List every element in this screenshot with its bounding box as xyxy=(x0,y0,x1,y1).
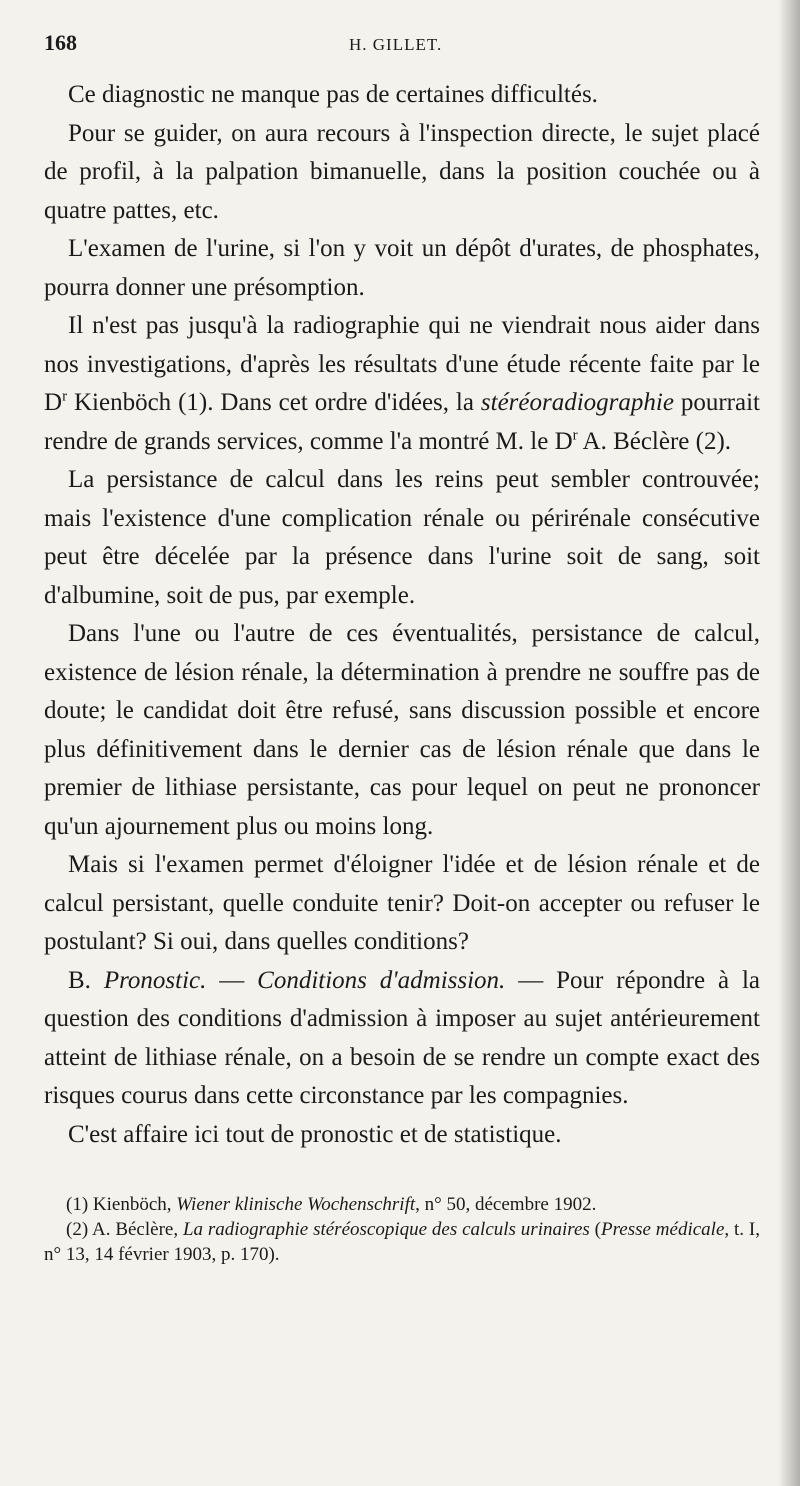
emphasis: Conditions d'admission. xyxy=(257,966,506,994)
emphasis: Wiener klinische Wochenschrift xyxy=(176,1194,416,1215)
text-run: ( xyxy=(589,1219,601,1240)
text-run: (2) A. Béclère, xyxy=(66,1219,183,1240)
page-number: 168 xyxy=(44,30,77,55)
paragraph: Mais si l'examen permet d'éloigner l'idée et de lésion rénale et de calcul persistant, quelle conduite tenir? Doit-on accepter ou refuser le postulant? Si oui, dans quelles conditions? xyxy=(44,851,760,955)
footnotes xyxy=(44,1192,760,1267)
text-run: Il n'est pas jusqu'à la radiographie qui ne viendrait nous aider dans nos investigations, d'après les résultats d'une étude récente faite par le D xyxy=(44,312,760,416)
paragraph xyxy=(44,307,760,461)
paragraph xyxy=(44,962,760,1116)
running-head: H. GILLET. xyxy=(349,35,443,54)
footnote xyxy=(44,1217,760,1267)
paragraph: L'examen de l'urine, si l'on y voit un dépôt d'urates, de phosphates, pourra donner une présomption. xyxy=(44,235,760,301)
emphasis: Pronostic. xyxy=(103,966,207,994)
text-run: A. Béclère (2). xyxy=(577,427,732,455)
paragraph: La persistance de calcul dans les reins peut sembler controuvée; mais l'existence d'une complication rénale ou périrénale consécutive peut être décelée par la présence dans l'urine soit de sang, soit d'albumine, soit de pus, par exemple. xyxy=(44,466,760,609)
superscript: r xyxy=(572,427,578,444)
text-run: B. xyxy=(68,966,104,994)
page-header xyxy=(44,30,760,76)
emphasis: Presse médicale xyxy=(600,1219,725,1240)
text-run: , t. I, n° 13, 14 février 1903, p. 170). xyxy=(44,1219,760,1265)
emphasis: La radiographie stéréoscopique des calculs urinaires xyxy=(182,1219,590,1240)
paragraph: Ce diagnostic ne manque pas de certaines difficultés. xyxy=(68,81,598,108)
emphasis: stéréoradiographie xyxy=(480,389,674,416)
text-run: Kienböch (1). Dans cet ordre d'idées, la xyxy=(67,389,481,416)
paragraph: Dans l'une ou l'autre de ces éventualités, persistance de calcul, existence de lésion rénale, la détermination à prendre ne souffre pas de doute; le candidat doit être refusé, sans discussion possible et encore plus définitivement dans le dernier cas de lésion rénale que dans le premier de lithiase persistante, cas pour lequel on peut ne prononcer qu'un ajournement plus ou moins long. xyxy=(44,620,760,840)
paragraph: C'est affaire ici tout de pronostic et de statistique. xyxy=(68,1120,562,1148)
paragraph: Pour se guider, on aura recours à l'inspection directe, le sujet placé de profil, à la palpation bimanuelle, dans la position couchée ou à quatre pattes, etc. xyxy=(44,119,760,224)
body-text xyxy=(44,76,760,1154)
text-run: (1) Kienböch, xyxy=(66,1194,177,1215)
footnote xyxy=(44,1192,760,1217)
text-run: , n° 50, décembre 1902. xyxy=(415,1194,597,1215)
text-run: pourrait rendre de grands services, comme l'a montré M. le D xyxy=(44,389,760,455)
superscript: r xyxy=(62,388,68,405)
text-run: — Pour répondre à la question des conditions d'admission à imposer au sujet antérieurement atteint de lithiase rénale, on a besoin de se rendre un compte exact des risques courus dans cette circonstance par les compagnies. xyxy=(44,966,760,1109)
text-run: — xyxy=(206,966,258,994)
